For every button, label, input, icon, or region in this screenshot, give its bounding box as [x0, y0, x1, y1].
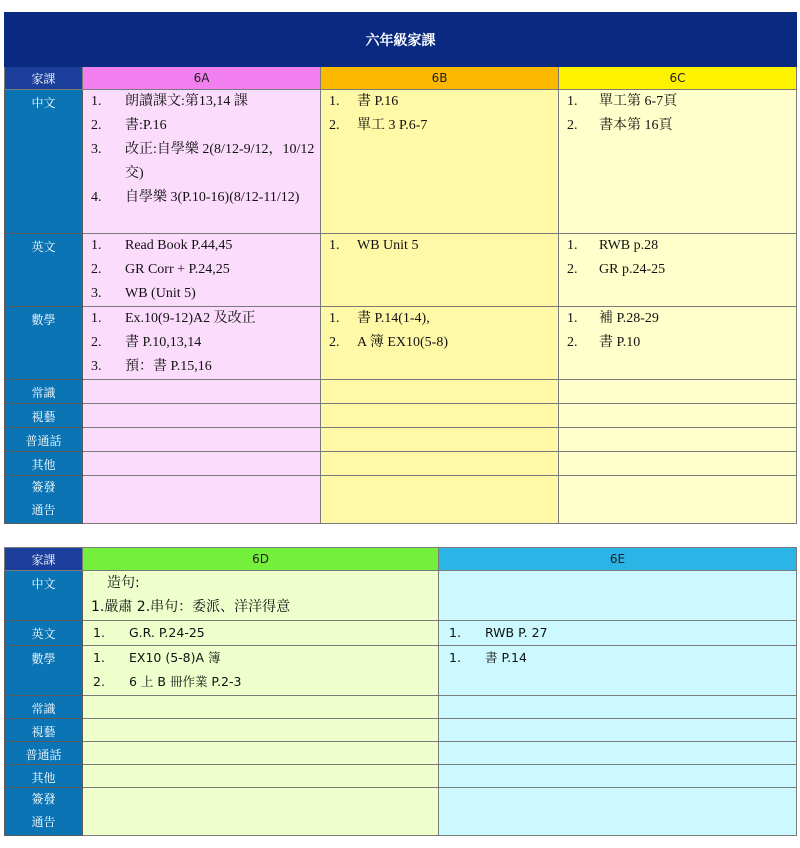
list-item: 3. WB (Unit 5) — [91, 286, 196, 301]
cell-6c-empty — [559, 452, 797, 476]
header-6c: 6C — [559, 67, 797, 90]
cell-6e-chinese — [439, 571, 797, 621]
list-item: 1. 書 P.14 — [449, 650, 527, 665]
cell-6a-empty — [83, 404, 321, 428]
cell-6c-notices — [559, 476, 797, 524]
notices-label-line1: 簽發 — [31, 792, 56, 806]
cell-6a-math — [83, 307, 321, 380]
header-subject: 家課 — [5, 548, 83, 571]
list-item: 2. 6 上 B 冊作業 P.2-3 — [93, 674, 242, 689]
subject-chinese: 中文 — [5, 571, 83, 621]
list-item: 2. 書:P.16 — [91, 118, 167, 133]
header-6e: 6E — [439, 548, 797, 571]
list-item: 1. EX10 (5-8)A 簿 — [93, 650, 221, 665]
list-item: 2. 單工 3 P.6-7 — [329, 118, 428, 133]
cell-6c-empty — [559, 404, 797, 428]
subject-visual-arts: 視藝 — [5, 719, 83, 742]
header-subject: 家課 — [5, 67, 83, 90]
list-item: 2. 書 P.10 — [567, 335, 641, 350]
subject-putonghua: 普通話 — [5, 742, 83, 765]
cell-6a-empty — [83, 452, 321, 476]
subject-putonghua: 普通話 — [5, 428, 83, 452]
subject-others: 其他 — [5, 452, 83, 476]
list-item: 1. WB Unit 5 — [329, 238, 419, 253]
cell-6a-empty — [83, 428, 321, 452]
notices-label-line2: 通告 — [31, 503, 56, 517]
header-6b: 6B — [321, 67, 559, 90]
cell-6d-empty — [83, 765, 439, 788]
cell-6e-math — [439, 646, 797, 696]
list-item: 1. 補 P.28-29 — [567, 311, 659, 326]
cell-6c-english — [559, 234, 797, 307]
subject-notices — [5, 788, 83, 836]
cell-6c-chinese — [559, 90, 797, 234]
cell-6a-notices — [83, 476, 321, 524]
subject-general-studies: 常識 — [5, 696, 83, 719]
list-item: 1. 書 P.14(1-4), — [329, 311, 430, 326]
cell-6b-empty — [321, 428, 559, 452]
cell-6d-empty — [83, 742, 439, 765]
notices-label-line1: 簽發 — [31, 480, 56, 494]
cell-6b-notices — [321, 476, 559, 524]
cell-6a-chinese — [83, 90, 321, 234]
list-item: 1. RWB P. 27 — [449, 625, 548, 640]
cell-6c-math — [559, 307, 797, 380]
subject-chinese: 中文 — [5, 90, 83, 234]
cell-6d-english — [83, 621, 439, 646]
cell-6e-empty — [439, 719, 797, 742]
list-item: 1. G.R. P.24-25 — [93, 625, 205, 640]
cell-6e-empty — [439, 765, 797, 788]
list-item: 3. 預：書 P.15,16 — [91, 359, 212, 374]
sentence-task-title: 造句: — [107, 575, 140, 591]
homework-table-6de — [4, 547, 797, 836]
list-item: 2. GR p.24-25 — [567, 262, 666, 277]
list-item: 2. A 簿 EX10(5-8) — [329, 335, 448, 350]
cell-6d-empty — [83, 696, 439, 719]
list-item: 2. GR Corr + P.24,25 — [91, 262, 230, 277]
list-item: 2. 書本第 16頁 — [567, 118, 673, 133]
cell-6c-empty — [559, 380, 797, 404]
homework-table-6abc — [4, 12, 797, 524]
subject-math: 數學 — [5, 646, 83, 696]
cell-6d-notices — [83, 788, 439, 836]
list-item: 1. 書 P.16 — [329, 94, 399, 109]
list-item: 1. 單工第 6-7頁 — [567, 94, 678, 109]
cell-6b-empty — [321, 404, 559, 428]
subject-math: 數學 — [5, 307, 83, 380]
cell-6b-english — [321, 234, 559, 307]
notices-label-line2: 通告 — [31, 815, 56, 829]
cell-6b-empty — [321, 452, 559, 476]
list-item: 3. 改正:自學樂 2(8/12-9/12，10/12交) — [91, 142, 315, 181]
cell-6a-empty — [83, 380, 321, 404]
header-6a: 6A — [83, 67, 321, 90]
list-item: 1. 朗讀課文:第13,14 課 — [91, 94, 248, 109]
cell-6e-english — [439, 621, 797, 646]
cell-6d-math — [83, 646, 439, 696]
cell-6d-chinese — [83, 571, 439, 621]
subject-notices — [5, 476, 83, 524]
subject-english: 英文 — [5, 234, 83, 307]
list-item: 2. 書 P.10,13,14 — [91, 335, 202, 350]
cell-6e-notices — [439, 788, 797, 836]
cell-6c-empty — [559, 428, 797, 452]
cell-6b-math — [321, 307, 559, 380]
cell-6d-empty — [83, 719, 439, 742]
cell-6e-empty — [439, 696, 797, 719]
subject-english: 英文 — [5, 621, 83, 646]
cell-6e-empty — [439, 742, 797, 765]
cell-6a-english — [83, 234, 321, 307]
sentence-task-detail: 1.嚴肅 2.串句：委派、洋洋得意 — [91, 599, 291, 615]
subject-general-studies: 常識 — [5, 380, 83, 404]
cell-6b-chinese — [321, 90, 559, 234]
cell-6b-empty — [321, 380, 559, 404]
list-item: 1. Ex.10(9-12)A2 及改正 — [91, 311, 256, 326]
subject-visual-arts: 視藝 — [5, 404, 83, 428]
list-item: 1. RWB p.28 — [567, 238, 659, 253]
list-item: 4. 自學樂 3(P.10-16)(8/12-11/12) — [91, 190, 300, 205]
subject-others: 其他 — [5, 765, 83, 788]
list-item: 1. Read Book P.44,45 — [91, 238, 233, 253]
table-title: 六年級家課 — [5, 13, 797, 67]
header-6d: 6D — [83, 548, 439, 571]
